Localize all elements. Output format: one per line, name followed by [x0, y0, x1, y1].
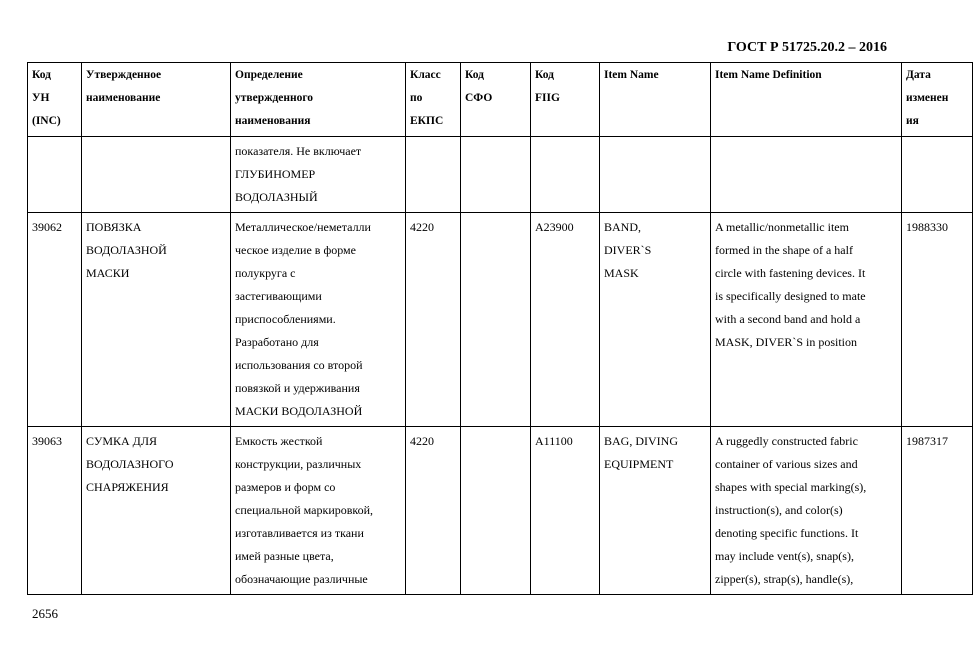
- cell-line: ВОДОЛАЗНОЙ: [86, 243, 167, 257]
- cell-line: 39062: [32, 220, 62, 234]
- cell-line: изменен: [906, 92, 949, 104]
- cell-line: приспособлениями.: [235, 312, 336, 326]
- cell-line: BAG, DIVING: [604, 434, 678, 448]
- cell-line: использования со второй: [235, 358, 363, 372]
- cell-line: zipper(s), strap(s), handle(s),: [715, 572, 854, 586]
- cell-line: A metallic/nonmetallic item: [715, 220, 849, 234]
- cell-line: instruction(s), and color(s): [715, 503, 843, 517]
- cell-line: повязкой и удерживания: [235, 381, 360, 395]
- cell-line: показателя. Не включает: [235, 144, 362, 158]
- cell-inc-code: [28, 427, 82, 595]
- header-row: [28, 63, 973, 137]
- cell-line: Определение: [235, 69, 303, 81]
- cell-approved-name: [82, 213, 231, 427]
- cell-line: Класс: [410, 69, 441, 81]
- cell-line: Утвержденное: [86, 69, 162, 81]
- cell-inc-code: [28, 213, 82, 427]
- cell-ekps-class: [406, 427, 461, 595]
- cell-fiig-code: [531, 137, 600, 213]
- cell-line: MASK, DIVER`S in position: [715, 335, 858, 349]
- cell-line: ГЛУБИНОМЕР: [235, 167, 316, 181]
- cell-item-name: [600, 137, 711, 213]
- cell-line: конструкции, различных: [235, 457, 362, 471]
- cell-change-date: [902, 213, 973, 427]
- cell-line: имей разные цвета,: [235, 549, 334, 563]
- header-approved-name: [82, 63, 231, 137]
- cell-item-name: [600, 427, 711, 595]
- header-name-definition: [231, 63, 406, 137]
- cell-line: Емкость жесткой: [235, 434, 323, 448]
- cell-line: Код: [32, 69, 52, 81]
- cell-line: размеров и форм со: [235, 480, 336, 494]
- cell-inc-code: [28, 137, 82, 213]
- cell-line: circle with fastening devices. It: [715, 266, 866, 280]
- cell-approved-name: [82, 427, 231, 595]
- item-table: [27, 62, 973, 595]
- cell-name-definition: [231, 427, 406, 595]
- cell-change-date: [902, 137, 973, 213]
- cell-line: 1988330: [906, 220, 948, 234]
- cell-change-date: [902, 427, 973, 595]
- header-item-name: [600, 63, 711, 137]
- cell-item-name-definition: [711, 427, 902, 595]
- cell-fiig-code: [531, 427, 600, 595]
- cell-line: ия: [906, 115, 919, 127]
- cell-line: ЕКПС: [410, 115, 444, 127]
- cell-line: ческое изделие в форме: [235, 243, 356, 257]
- cell-line: Код: [465, 69, 485, 81]
- cell-line: DIVER`S: [604, 243, 652, 257]
- cell-line: 1987317: [906, 434, 948, 448]
- cell-line: изготавливается из ткани: [235, 526, 364, 540]
- cell-line: СФО: [465, 92, 493, 104]
- cell-line: ПОВЯЗКА: [86, 220, 142, 234]
- cell-line: ВОДОЛАЗНОГО: [86, 457, 174, 471]
- cell-line: container of various sizes and: [715, 457, 858, 471]
- cell-line: Разработано для: [235, 335, 319, 349]
- document-code: ГОСТ Р 51725.20.2 – 2016: [727, 40, 887, 55]
- cell-line: EQUIPMENT: [604, 457, 674, 471]
- cell-line: denoting specific functions. It: [715, 526, 859, 540]
- cell-name-definition: [231, 137, 406, 213]
- cell-line: наименование: [86, 92, 161, 104]
- cell-line: 4220: [410, 434, 434, 448]
- cell-line: may include vent(s), snap(s),: [715, 549, 854, 563]
- cell-line: (INC): [32, 115, 61, 127]
- table-row: [28, 427, 973, 595]
- cell-line: 4220: [410, 220, 434, 234]
- cell-sfo-code: [461, 427, 531, 595]
- header-item-name-definition: [711, 63, 902, 137]
- header-change-date: [902, 63, 973, 137]
- cell-line: MASK: [604, 266, 639, 280]
- cell-line: по: [410, 92, 423, 104]
- cell-line: Код: [535, 69, 555, 81]
- cell-line: shapes with special marking(s),: [715, 480, 867, 494]
- cell-line: МАСКИ: [86, 266, 130, 280]
- cell-line: A ruggedly constructed fabric: [715, 434, 858, 448]
- cell-line: Item Name Definition: [715, 69, 822, 81]
- cell-line: A23900: [535, 220, 574, 234]
- cell-item-name-definition: [711, 137, 902, 213]
- header-sfo-code: [461, 63, 531, 137]
- header-fiig-code: [531, 63, 600, 137]
- table-row: [28, 137, 973, 213]
- cell-line: утвержденного: [235, 92, 314, 104]
- cell-item-name-definition: [711, 213, 902, 427]
- header-inc-code: [28, 63, 82, 137]
- cell-sfo-code: [461, 213, 531, 427]
- cell-line: специальной маркировкой,: [235, 503, 374, 517]
- cell-line: УН: [32, 92, 50, 104]
- cell-line: formed in the shape of a half: [715, 243, 853, 257]
- cell-line: ВОДОЛАЗНЫЙ: [235, 190, 318, 204]
- cell-line: полукруга с: [235, 266, 296, 280]
- table-row: [28, 213, 973, 427]
- header-ekps-class: [406, 63, 461, 137]
- cell-line: СУМКА ДЛЯ: [86, 434, 158, 448]
- cell-line: застегивающими: [235, 289, 322, 303]
- cell-line: Item Name: [604, 69, 659, 81]
- page-number: 2656: [32, 606, 58, 621]
- cell-line: FIIG: [535, 92, 560, 104]
- cell-name-definition: [231, 213, 406, 427]
- cell-fiig-code: [531, 213, 600, 427]
- cell-approved-name: [82, 137, 231, 213]
- cell-ekps-class: [406, 213, 461, 427]
- cell-sfo-code: [461, 137, 531, 213]
- cell-line: МАСКИ ВОДОЛАЗНОЙ: [235, 404, 363, 418]
- cell-line: with a second band and hold a: [715, 312, 861, 326]
- cell-line: BAND,: [604, 220, 642, 234]
- cell-line: 39063: [32, 434, 62, 448]
- cell-line: Дата: [906, 69, 931, 81]
- cell-line: A11100: [535, 434, 573, 448]
- cell-line: обозначающие различные: [235, 572, 368, 586]
- cell-line: СНАРЯЖЕНИЯ: [86, 480, 169, 494]
- cell-line: is specifically designed to mate: [715, 289, 866, 303]
- cell-line: наименования: [235, 115, 311, 127]
- cell-item-name: [600, 213, 711, 427]
- cell-line: Металлическое/неметалли: [235, 220, 371, 234]
- cell-ekps-class: [406, 137, 461, 213]
